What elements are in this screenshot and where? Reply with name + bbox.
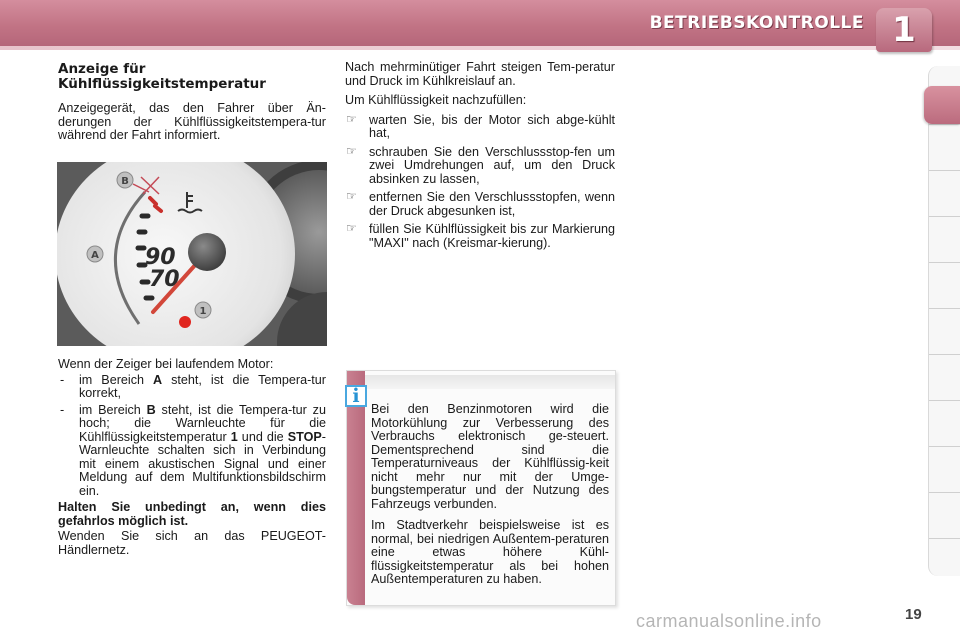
thumb-index [928, 66, 960, 576]
info-paragraph-1: Bei den Benzinmotoren wird die Motorkühlung zur Verbesserung des Verbrauchs elektronisch ge-steuert. Dementsprechend sind die Temperaturniveaus der Kühlflüssig-keit nicht mehr nur mit der Umge-bungstemperatur und der Nutzung des Fahrzeugs verbunden. [371, 402, 609, 511]
pointing-hand-icon: ☞ [346, 111, 357, 126]
thumb-index-divider [929, 216, 960, 217]
thumb-index-divider [929, 354, 960, 355]
info-text [371, 403, 609, 595]
pointing-hand-icon: ☞ [346, 189, 357, 203]
refill-step [345, 191, 615, 218]
list-dash: - [60, 372, 65, 387]
intro-paragraph: Anzeigegerät, das den Fahrer über Än-derungen der Kühlflüssigkeitstempera-tur während der Fahrt informiert. [58, 101, 326, 142]
condition-item-b-text: im Bereich [79, 402, 147, 417]
thumb-index-divider [929, 262, 960, 263]
condition-item-b-label: B [146, 402, 156, 417]
section-heading-line2: Kühlflüssigkeitstemperatur [58, 76, 266, 92]
refill-lead: Um Kühlflüssigkeit nachzufüllen: [345, 93, 527, 107]
condition-item-b-warning-number: 1 [230, 429, 238, 444]
pointing-hand-icon: ☞ [346, 221, 357, 235]
page-header-title: BETRIEBSKONTROLLE [649, 13, 864, 33]
thumb-index-divider [929, 308, 960, 309]
gauge-label-1: 1 [199, 306, 207, 317]
thumb-index-divider [929, 400, 960, 401]
refill-intro: Nach mehrminütiger Fahrt steigen Tem-peratur und Druck im Kühlkreislauf an. [345, 60, 615, 88]
gauge-scale-70: 70 [149, 267, 180, 292]
thumb-index-active-tab[interactable] [924, 86, 960, 124]
condition-item-b-text-end: -Warnleuchte schalten sich in Verbindung mit einem akustischen Signal und einer Meldung auf dem Multifunktionsbildschirm ein. [79, 429, 326, 498]
info-paragraph-2: Im Stadtverkehr beispielsweise ist es normal, bei niedrigen Außentem-peraturen eine etwas höhere Kühl-flüssigkeitstemperatur als bei hohen Außentemperaturen zu haben. [371, 518, 609, 586]
thumb-index-divider [929, 124, 960, 125]
section-heading [58, 62, 328, 92]
watermark: carmanualsonline.info [636, 611, 822, 631]
condition-item-b [58, 404, 326, 499]
info-box [346, 370, 616, 606]
refill-section [345, 61, 615, 255]
gauge-hub [188, 233, 226, 271]
stop-warning: Halten Sie unbedingt an, wenn dies gefahrlos möglich ist. [58, 500, 326, 528]
condition-item-a-label: A [153, 372, 163, 387]
chapter-number: 1 [892, 10, 916, 50]
section-heading-line1: Anzeige für [58, 61, 146, 77]
temperature-gauge-image [57, 162, 327, 346]
warning-light-icon [179, 316, 191, 328]
refill-step-text: warten Sie, bis der Motor sich abge-kühlt hat, [369, 112, 615, 140]
header-strip [0, 46, 960, 50]
thumb-index-divider [929, 492, 960, 493]
refill-step [345, 143, 615, 187]
page-number: 19 [905, 606, 922, 623]
condition-item-b-stop-label: STOP [287, 429, 322, 444]
refill-step-text: füllen Sie Kühlflüssigkeit bis zur Markierung "MAXI" nach (Kreismar-kierung). [369, 222, 615, 250]
condition-item-b-text-mid2: und die [237, 429, 288, 444]
gauge-label-a: A [91, 250, 99, 261]
refill-step-text: entfernen Sie den Verschlussstopfen, wenn der Druck abgesunken ist, [369, 190, 615, 218]
info-icon: i [345, 385, 367, 407]
condition-item-a [58, 374, 326, 401]
condition-item-b-text-mid: steht, ist die Tempera-tur zu hoch; die Warnleuchte für die Kühlflüssigkeitstemperatur [79, 402, 326, 444]
thumb-index-divider [929, 446, 960, 447]
gauge-label-b: B [121, 176, 129, 187]
dealer-contact: Wenden Sie sich an das PEUGEOT-Händlernetz. [58, 529, 326, 557]
thumb-index-divider [929, 538, 960, 539]
chapter-tab[interactable] [876, 8, 932, 52]
list-dash: - [60, 402, 65, 417]
refill-step-text: schrauben Sie den Verschlussstop-fen um zwei Umdrehungen auf, um den Druck absinken zu lassen, [369, 144, 615, 186]
condition-item-a-text-end: steht, ist die Tempera-tur korrekt, [79, 372, 326, 400]
refill-step [345, 111, 615, 141]
thumb-index-divider [929, 170, 960, 171]
condition-section [58, 358, 326, 559]
condition-item-a-text: im Bereich [79, 372, 153, 387]
refill-step [345, 223, 615, 250]
info-box-header [365, 375, 615, 389]
pointing-hand-icon: ☞ [346, 143, 357, 158]
condition-intro: Wenn der Zeiger bei laufendem Motor: [58, 357, 274, 371]
temperature-gauge-illustration [57, 162, 327, 346]
gauge-scale-90: 90 [145, 245, 176, 270]
